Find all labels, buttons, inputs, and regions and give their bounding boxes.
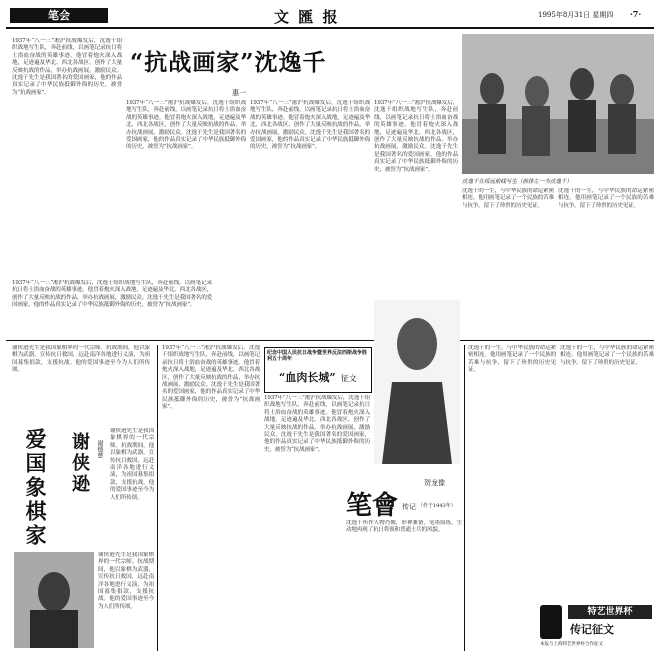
campaign-line: 纪念中国人民抗日战争暨世界反法西斯战争胜利五十周年 (267, 350, 368, 362)
column-rule-2 (464, 345, 465, 651)
column-rule-1 (157, 345, 158, 651)
portrait-image (14, 552, 94, 648)
section-name: 笔会 (48, 9, 70, 22)
middle-text-col1: 1937年“八一三”凇沪抗战爆发后，沈逸千组织战地写生队，奔赴前线，以画笔记录抗日将士浴血奋战的英雄事迹。他冒着炮火深入战地，足迹遍及华北、西北各战区，创作了大量反映抗战的作品，举办抗战画展，激励民众。沈逸千先生是我国著名的爱国画家，他的作品真实记录了中华民族抵御外侮的历史，被誉为“抗战画家”。 (162, 345, 260, 411)
contest-sub: 本报与上海特艺世界杯合作征文 (540, 642, 603, 647)
main-article-title: “抗战画家”沈逸千 (130, 49, 327, 76)
left-article-title: 爱国象棋家 (23, 428, 48, 548)
contest-main: 传记征文 (570, 623, 614, 636)
page-number: ·7· (630, 9, 642, 19)
right-column-text: 沈逸千的一生，与中华民族的命运紧密相连。他用画笔记录了一个民族的苦难与抗争，留下了珍贵的历史见证。 (462, 188, 554, 209)
masthead-rule (6, 27, 654, 29)
right-lower-col2: 沈逸千的一生，与中华民族的命运紧密相连。他用画笔记录了一个民族的苦难与抗争，留下了珍贵的历史见证。 (560, 345, 654, 366)
section-divider (6, 340, 654, 341)
biography-note: （作于1943年） (418, 503, 456, 509)
photo-caption: 沈逸千在绥远前线写生（前排左一为沈逸千） (462, 179, 573, 185)
sketch-image (374, 300, 460, 464)
paper-name: 文 匯 报 (274, 8, 340, 26)
biography-title-char: 笔會 (346, 491, 399, 521)
contest-emblem (540, 605, 562, 639)
middle-text-col2: 1937年“八一三”凇沪抗战爆发后，沈逸千组织战地写生队，奔赴前线，以画笔记录抗日将士浴血奋战的英雄事迹。他冒着炮火深入战地，足迹遍及华北、西北各战区，创作了大量反映抗战的作品，举办抗战画展，激励民众。沈逸千先生是我国著名的爱国画家，他的作品真实记录了中华民族抵御外侮的历史，被誉为“抗战画家”。 (264, 395, 370, 453)
main-article-body-col2: 1937年“八一三”凇沪抗战爆发后，沈逸千组织战地写生队，奔赴前线，以画笔记录抗日将士浴血奋战的英雄事迹。他冒着炮火深入战地，足迹遍及华北、西北各战区，创作了大量反映抗战的作品，举办抗战画展，激励民众。沈逸千先生是我国著名的爱国画家，他的作品真实记录了中华民族抵御外侮的历史，被誉为“抗战画家”。 (126, 100, 246, 151)
campaign-title-text: “血肉长城” (279, 371, 336, 384)
masthead (6, 6, 654, 26)
campaign-box (264, 347, 372, 393)
left-article-body: 谢侠逊先生是我国象棋界的一代宗师。抗战期间，他以象棋为武器，宣传抗日救国，远赴南洋各地进行义演，为祖国募集捐款，支援抗战。他的爱国事迹至今为人们所传颂。 (110, 428, 154, 501)
main-article-body-col3: 1937年“八一三”凇沪抗战爆发后，沈逸千组织战地写生队，奔赴前线，以画笔记录抗日将士浴血奋战的英雄事迹。他冒着炮火深入战地，足迹遍及华北、西北各战区，创作了大量反映抗战的作品，举办抗战画展，激励民众。沈逸千先生是我国著名的爱国画家，他的作品真实记录了中华民族抵御外侮的历史，被誉为“抗战画家”。 (250, 100, 370, 151)
campaign-title (265, 366, 371, 385)
main-article-body: 1937年“八一三”凇沪抗战爆发后，沈逸千组织战地写生队，奔赴前线，以画笔记录抗日将士浴血奋战的英雄事迹。他冒着炮火深入战地，足迹遍及华北、西北各战区，创作了大量反映抗战的作品，举办抗战画展，激励民众。沈逸千先生是我国著名的爱国画家，他的作品真实记录了中华民族抵御外侮的历史，被誉为“抗战画家”。 (12, 38, 122, 96)
masthead-date: 1995年8月31日 星期四 (538, 11, 614, 19)
contest-badge (540, 605, 654, 649)
section-badge (10, 8, 108, 23)
main-article-body-col4: 1937年“八一三”凇沪抗战爆发后，沈逸千组织战地写生队，奔赴前线，以画笔记录抗日将士浴血奋战的英雄事迹。他冒着炮火深入战地，足迹遍及华北、西北各战区，创作了大量反映抗战的作品，举办抗战画展，激励民众。沈逸千先生是我国著名的爱国画家，他的作品真实记录了中华民族抵御外侮的历史，被誉为“抗战画家”。 (374, 100, 458, 173)
xiexiaxun-portrait (14, 552, 94, 648)
biography-label: 传记 (402, 503, 416, 511)
left-article-intro: 谢侠逊先生是我国象棋界的一代宗师。抗战期间，他以象棋为武器，宣传抗日救国，远赴南洋各地进行义演，为祖国募集捐款，支援抗战。他的爱国事迹至今为人们所传颂。 (12, 345, 150, 374)
helong-portrait-sketch (374, 300, 460, 464)
left-article-body-lower: 谢侠逊先生是我国象棋界的一代宗师。抗战期间，他以象棋为武器，宣传抗日救国，远赴南洋各地进行义演，为祖国募集捐款，支援抗战。他的爱国事迹至今为人们所传颂。 (98, 552, 154, 610)
right-lower-col1: 沈逸千的一生，与中华民族的命运紧密相连。他用画笔记录了一个民族的苦难与抗争，留下了珍贵的历史见证。 (468, 345, 556, 374)
main-article-author: 惠一 (232, 89, 246, 97)
war-front-photo (462, 34, 654, 174)
photo-image (462, 34, 654, 174)
contest-top: 特艺世界杯 (568, 605, 652, 619)
left-article-author: 谢侠逊 (69, 432, 90, 495)
left-article-byline: 谢德慈 (96, 440, 103, 458)
campaign-suffix: 征文 (340, 374, 357, 383)
biography-subject: 贺龙像 (424, 479, 445, 487)
biography-body: 沈逸千所作人物肖像，形神兼备，笔墨简练，生动地再现了抗日将领和普通士兵的风貌。 (346, 520, 462, 534)
right-column-text-2: 沈逸千的一生，与中华民族的命运紧密相连。他用画笔记录了一个民族的苦难与抗争，留下了珍贵的历史见证。 (558, 188, 654, 209)
main-article-body-cont: 1937年“八一三”凇沪抗战爆发后，沈逸千组织战地写生队，奔赴前线，以画笔记录抗日将士浴血奋战的英雄事迹。他冒着炮火深入战地，足迹遍及华北、西北各战区，创作了大量反映抗战的作品，举办抗战画展，激励民众。沈逸千先生是我国著名的爱国画家，他的作品真实记录了中华民族抵御外侮的历史，被誉为“抗战画家”。 (12, 280, 212, 309)
